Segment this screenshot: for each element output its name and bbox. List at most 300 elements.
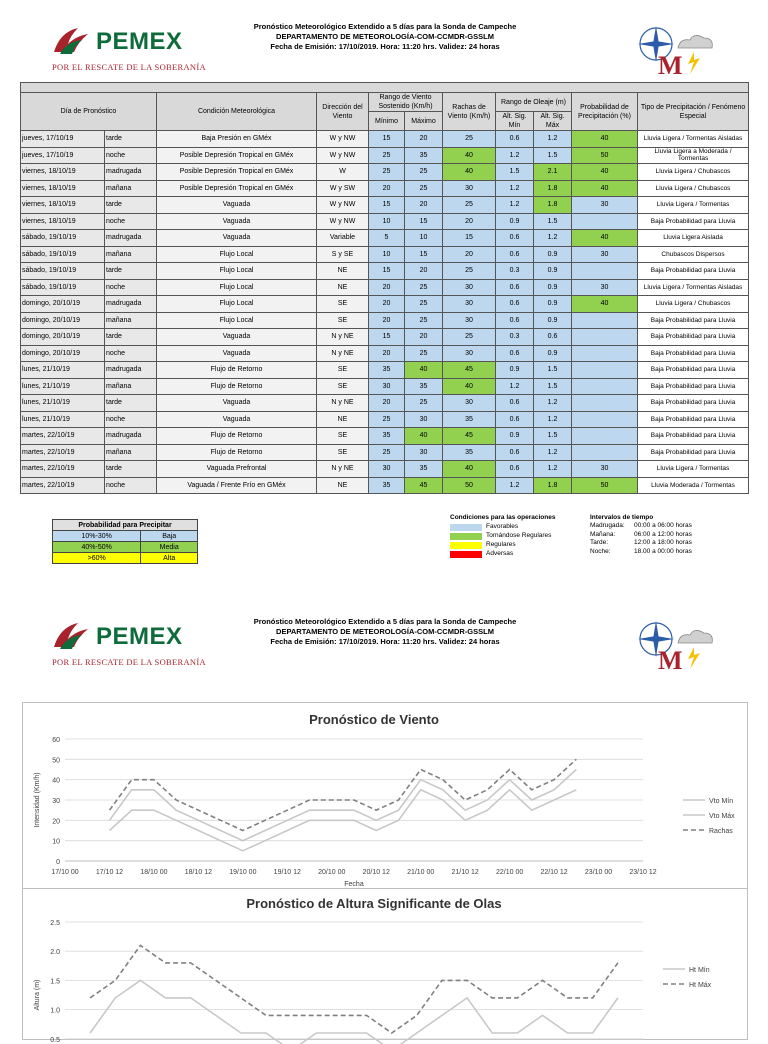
day-cell: domingo, 20/10/19	[21, 329, 105, 346]
wind-min-cell: 20	[369, 395, 405, 412]
ops-legend-item	[450, 523, 555, 532]
table-row	[21, 362, 749, 379]
wave-chart-frame	[22, 888, 748, 1040]
th-condition: Condición Meteorológica	[157, 93, 317, 131]
condition-cell: Vaguada	[157, 197, 317, 214]
ops-swatch	[450, 533, 482, 540]
interval-row	[590, 539, 692, 548]
series-line-1	[90, 980, 618, 1044]
wind-min-cell: 20	[369, 180, 405, 197]
table-row	[21, 279, 749, 296]
gust-cell: 40	[443, 164, 496, 181]
x-tick-label: 18/10 12	[185, 869, 212, 876]
wind-max-cell: 40	[405, 428, 443, 445]
gust-cell: 30	[443, 296, 496, 313]
th-prob: Probabilidad de Precipitación (%)	[572, 93, 638, 131]
wave-min-cell: 0.6	[496, 395, 534, 412]
ops-label: Adversas	[486, 550, 513, 557]
x-tick-label: 20/10 12	[363, 869, 390, 876]
direction-cell: Variable	[317, 230, 369, 247]
pemex-logo	[52, 617, 222, 669]
wave-min-cell: 0.3	[496, 329, 534, 346]
prob-cell	[572, 345, 638, 362]
svg-text:M: M	[658, 51, 683, 80]
th-wind-min: Mínimo	[369, 112, 405, 131]
table-row	[21, 230, 749, 247]
interval-row	[590, 548, 692, 557]
wind-max-cell: 25	[405, 164, 443, 181]
prob-cell: 30	[572, 279, 638, 296]
period-cell: mañana	[105, 444, 157, 461]
th-wind-max: Máximo	[405, 112, 443, 131]
precip-cell: Baja Probabilidad para Lluvia	[638, 329, 749, 346]
condition-cell: Vaguada	[157, 329, 317, 346]
pemex-slogan: POR EL RESCATE DE LA SOBERANÍA	[52, 657, 206, 667]
period-cell: noche	[105, 477, 157, 494]
wave-max-cell: 0.9	[534, 345, 572, 362]
table-top-bar	[21, 83, 749, 93]
condition-cell: Flujo Local	[157, 296, 317, 313]
condition-cell: Flujo Local	[157, 312, 317, 329]
direction-cell: W y NW	[317, 147, 369, 164]
day-cell: jueves, 17/10/19	[21, 147, 105, 164]
th-wave-range: Rango de Oleaje (m)	[496, 93, 572, 112]
precip-cell: Lluvia Ligera / Chubascos	[638, 164, 749, 181]
meteorology-logo-icon	[634, 18, 716, 78]
wind-min-cell: 25	[369, 444, 405, 461]
wind-min-cell: 15	[369, 131, 405, 148]
y-tick-label: 1.0	[50, 1008, 60, 1015]
prob-cell: 40	[572, 296, 638, 313]
day-cell: martes, 22/10/19	[21, 461, 105, 478]
period-cell: madrugada	[105, 428, 157, 445]
interval-value: 00:00 a 06:00 horas	[634, 522, 692, 529]
wave-min-cell: 0.6	[496, 131, 534, 148]
wind-min-cell: 20	[369, 279, 405, 296]
x-tick-label: 19/10 00	[229, 869, 256, 876]
period-cell: mañana	[105, 312, 157, 329]
day-cell: sábado, 19/10/19	[21, 263, 105, 280]
th-day: Día de Pronóstico	[21, 93, 157, 131]
condition-cell: Flujo de Retorno	[157, 444, 317, 461]
prob-cell: 30	[572, 197, 638, 214]
gust-cell: 25	[443, 329, 496, 346]
wave-max-cell: 0.6	[534, 329, 572, 346]
gust-cell: 30	[443, 279, 496, 296]
table-row	[21, 263, 749, 280]
condition-cell: Vaguada	[157, 213, 317, 230]
prob-cell	[572, 263, 638, 280]
wave-max-cell: 1.5	[534, 147, 572, 164]
wind-max-cell: 20	[405, 197, 443, 214]
x-tick-label: 22/10 00	[496, 869, 523, 876]
wave-min-cell: 0.6	[496, 230, 534, 247]
wave-min-cell: 0.6	[496, 461, 534, 478]
ops-legend-item	[450, 550, 555, 559]
prob-cell: 40	[572, 230, 638, 247]
wave-min-cell: 0.6	[496, 444, 534, 461]
wind-min-cell: 30	[369, 461, 405, 478]
prob-cell: 40	[572, 131, 638, 148]
wave-max-cell: 1.5	[534, 378, 572, 395]
wind-min-cell: 30	[369, 378, 405, 395]
precip-cell: Baja Probabilidad para Lluvia	[638, 263, 749, 280]
wave-max-cell: 1.8	[534, 197, 572, 214]
day-cell: jueves, 17/10/19	[21, 131, 105, 148]
pemex-wordmark: PEMEX	[96, 28, 183, 56]
wave-min-cell: 1.5	[496, 164, 534, 181]
prob-cell	[572, 213, 638, 230]
gust-cell: 30	[443, 312, 496, 329]
y-tick-label: 0.5	[50, 1037, 60, 1044]
chart-title: Pronóstico de Altura Significante de Olas	[246, 896, 501, 911]
wind-min-cell: 25	[369, 164, 405, 181]
wave-max-cell: 1.5	[534, 213, 572, 230]
condition-cell: Posible Depresión Tropical en GMéx	[157, 164, 317, 181]
period-cell: noche	[105, 213, 157, 230]
condition-cell: Vaguada Prefrontal	[157, 461, 317, 478]
direction-cell: SE	[317, 428, 369, 445]
period-cell: tarde	[105, 197, 157, 214]
x-tick-label: 22/10 12	[540, 869, 567, 876]
wave-min-cell: 1.2	[496, 477, 534, 494]
wind-min-cell: 10	[369, 246, 405, 263]
table-row	[21, 378, 749, 395]
wind-max-cell: 20	[405, 329, 443, 346]
direction-cell: N y NE	[317, 329, 369, 346]
table-row	[21, 444, 749, 461]
day-cell: viernes, 18/10/19	[21, 213, 105, 230]
direction-cell: N y NE	[317, 345, 369, 362]
wind-chart	[23, 703, 747, 889]
day-cell: lunes, 21/10/19	[21, 395, 105, 412]
gust-cell: 30	[443, 395, 496, 412]
x-tick-label: 17/10 12	[96, 869, 123, 876]
x-tick-label: 21/10 12	[452, 869, 479, 876]
period-cell: noche	[105, 411, 157, 428]
legend-label: Vto Mín	[709, 798, 733, 805]
wave-max-cell: 2.1	[534, 164, 572, 181]
wave-chart	[23, 889, 747, 1039]
th-wave-max: Alt. Sig. Máx	[534, 112, 572, 131]
day-cell: domingo, 20/10/19	[21, 296, 105, 313]
wave-min-cell: 0.6	[496, 246, 534, 263]
wind-min-cell: 20	[369, 312, 405, 329]
day-cell: martes, 22/10/19	[21, 477, 105, 494]
day-cell: martes, 22/10/19	[21, 428, 105, 445]
prob-cell	[572, 428, 638, 445]
intervals-title: Intervalos de tiempo	[590, 514, 692, 521]
wave-min-cell: 1.2	[496, 180, 534, 197]
day-cell: lunes, 21/10/19	[21, 362, 105, 379]
period-cell: tarde	[105, 461, 157, 478]
pemex-slogan: POR EL RESCATE DE LA SOBERANÍA	[52, 62, 206, 72]
direction-cell: W y SW	[317, 180, 369, 197]
legend-range: >60%	[53, 553, 141, 564]
wave-min-cell: 0.3	[496, 263, 534, 280]
gust-cell: 25	[443, 131, 496, 148]
legend-label: Vto Máx	[709, 813, 735, 820]
ops-swatch	[450, 542, 482, 549]
wind-max-cell: 30	[405, 444, 443, 461]
precip-cell: Baja Probabilidad para Lluvia	[638, 378, 749, 395]
prob-cell: 50	[572, 477, 638, 494]
gust-cell: 30	[443, 180, 496, 197]
gust-cell: 45	[443, 362, 496, 379]
condition-cell: Vaguada / Frente Frío en GMéx	[157, 477, 317, 494]
wind-chart-frame	[22, 702, 748, 890]
wave-max-cell: 1.2	[534, 230, 572, 247]
gust-cell: 25	[443, 197, 496, 214]
wind-max-cell: 40	[405, 362, 443, 379]
direction-cell: SE	[317, 296, 369, 313]
y-tick-label: 20	[52, 818, 60, 825]
day-cell: sábado, 19/10/19	[21, 230, 105, 247]
x-tick-label: 17/10 00	[51, 869, 78, 876]
interval-key: Madrugada:	[590, 522, 634, 529]
gust-cell: 40	[443, 461, 496, 478]
wind-max-cell: 45	[405, 477, 443, 494]
day-cell: viernes, 18/10/19	[21, 197, 105, 214]
table-row	[21, 461, 749, 478]
prob-cell	[572, 378, 638, 395]
ops-legend-item	[450, 541, 555, 550]
wind-min-cell: 35	[369, 477, 405, 494]
precip-cell: Baja Probabilidad para Lluvia	[638, 444, 749, 461]
y-axis-label: Altura (m)	[34, 980, 41, 1011]
direction-cell: NE	[317, 477, 369, 494]
direction-cell: W	[317, 164, 369, 181]
prob-cell	[572, 444, 638, 461]
x-tick-label: 21/10 00	[407, 869, 434, 876]
prob-cell	[572, 411, 638, 428]
direction-cell: N y NE	[317, 395, 369, 412]
wave-min-cell: 0.6	[496, 296, 534, 313]
day-cell: domingo, 20/10/19	[21, 345, 105, 362]
wave-max-cell: 1.2	[534, 411, 572, 428]
gust-cell: 20	[443, 213, 496, 230]
wave-min-cell: 0.6	[496, 312, 534, 329]
day-cell: martes, 22/10/19	[21, 444, 105, 461]
condition-cell: Flujo Local	[157, 263, 317, 280]
prob-cell: 40	[572, 164, 638, 181]
y-tick-label: 50	[52, 757, 60, 764]
interval-value: 12:00 a 18:00 horas	[634, 539, 692, 546]
prob-cell: 40	[572, 180, 638, 197]
emission-info: Fecha de Emisión: 17/10/2019. Hora: 11:20 hrs. Validez: 24 horas	[200, 637, 570, 647]
direction-cell: NE	[317, 279, 369, 296]
period-cell: noche	[105, 147, 157, 164]
wind-max-cell: 15	[405, 246, 443, 263]
forecast-table-body	[21, 131, 749, 494]
gust-cell: 35	[443, 444, 496, 461]
wind-max-cell: 25	[405, 345, 443, 362]
ops-label: Regulares	[486, 541, 516, 548]
meteorology-logo-icon	[634, 613, 716, 673]
pemex-eagle-icon	[52, 617, 92, 653]
wind-max-cell: 35	[405, 461, 443, 478]
prob-cell	[572, 329, 638, 346]
wave-min-cell: 0.6	[496, 279, 534, 296]
gust-cell: 40	[443, 378, 496, 395]
gust-cell: 50	[443, 477, 496, 494]
forecast-table	[20, 82, 749, 494]
ops-label: Favorables	[486, 523, 518, 530]
y-tick-label: 0	[56, 859, 60, 866]
wave-min-cell: 1.2	[496, 197, 534, 214]
wave-min-cell: 1.2	[496, 147, 534, 164]
period-cell: madrugada	[105, 230, 157, 247]
page-title: Pronóstico Meteorológico Extendido a 5 días para la Sonda de Campeche	[200, 22, 570, 32]
precip-cell: Lluvia Ligera / Chubascos	[638, 180, 749, 197]
table-row	[21, 345, 749, 362]
day-cell: sábado, 19/10/19	[21, 246, 105, 263]
wave-max-cell: 1.2	[534, 395, 572, 412]
ops-swatch	[450, 524, 482, 531]
table-row	[21, 411, 749, 428]
day-cell: lunes, 21/10/19	[21, 378, 105, 395]
emission-info: Fecha de Emisión: 17/10/2019. Hora: 11:20 hrs. Validez: 24 horas	[200, 42, 570, 52]
day-cell: viernes, 18/10/19	[21, 164, 105, 181]
period-cell: madrugada	[105, 296, 157, 313]
period-cell: madrugada	[105, 164, 157, 181]
period-cell: noche	[105, 345, 157, 362]
direction-cell: SE	[317, 444, 369, 461]
header-text	[200, 617, 570, 647]
interval-row	[590, 531, 692, 540]
x-tick-label: 23/10 00	[585, 869, 612, 876]
precip-cell: Lluvia Ligera / Chubascos	[638, 296, 749, 313]
pemex-wordmark: PEMEX	[96, 623, 183, 651]
day-cell: domingo, 20/10/19	[21, 312, 105, 329]
condition-cell: Vaguada	[157, 411, 317, 428]
wind-min-cell: 20	[369, 296, 405, 313]
direction-cell: SE	[317, 378, 369, 395]
th-precip: Tipo de Precipitación / Fenómeno Especial	[638, 93, 749, 131]
gust-cell: 30	[443, 345, 496, 362]
precip-cell: Baja Probabilidad para Lluvia	[638, 213, 749, 230]
x-tick-label: 20/10 00	[318, 869, 345, 876]
wind-min-cell: 25	[369, 147, 405, 164]
x-tick-label: 23/10 12	[629, 869, 656, 876]
wind-max-cell: 25	[405, 395, 443, 412]
prob-cell: 50	[572, 147, 638, 164]
wind-min-cell: 15	[369, 329, 405, 346]
gust-cell: 40	[443, 147, 496, 164]
wind-min-cell: 15	[369, 197, 405, 214]
y-tick-label: 60	[52, 737, 60, 744]
direction-cell: NE	[317, 263, 369, 280]
period-cell: tarde	[105, 131, 157, 148]
wind-max-cell: 15	[405, 213, 443, 230]
wave-max-cell: 1.8	[534, 180, 572, 197]
operations-legend	[450, 514, 555, 559]
wind-max-cell: 25	[405, 180, 443, 197]
condition-cell: Vaguada	[157, 230, 317, 247]
wave-max-cell: 1.2	[534, 444, 572, 461]
wind-max-cell: 25	[405, 296, 443, 313]
precip-cell: Baja Probabilidad para Lluvia	[638, 428, 749, 445]
series-line-2	[90, 945, 618, 1033]
wave-min-cell: 1.2	[496, 378, 534, 395]
legend-label: Ht Mín	[689, 967, 710, 974]
wave-min-cell: 0.6	[496, 411, 534, 428]
ops-legend-title: Condiciones para las operaciones	[450, 514, 555, 521]
wind-max-cell: 20	[405, 131, 443, 148]
precip-cell: Lluvia Ligera a Moderada / Tormentas	[638, 147, 749, 164]
ops-label: Tornándose Regulares	[486, 532, 551, 539]
table-row	[21, 312, 749, 329]
interval-key: Mañana:	[590, 531, 634, 538]
wind-max-cell: 30	[405, 411, 443, 428]
condition-cell: Flujo Local	[157, 246, 317, 263]
legend-label: Alta	[141, 553, 198, 564]
gust-cell: 45	[443, 428, 496, 445]
page-title: Pronóstico Meteorológico Extendido a 5 días para la Sonda de Campeche	[200, 617, 570, 627]
ops-legend-item	[450, 532, 555, 541]
legend-label: Media	[141, 542, 198, 553]
wind-min-cell: 20	[369, 345, 405, 362]
prob-cell: 30	[572, 461, 638, 478]
direction-cell: NE	[317, 411, 369, 428]
direction-cell: W y NW	[317, 131, 369, 148]
period-cell: madrugada	[105, 362, 157, 379]
svg-text:M: M	[658, 646, 683, 675]
gust-cell: 35	[443, 411, 496, 428]
condition-cell: Vaguada	[157, 345, 317, 362]
wave-max-cell: 1.8	[534, 477, 572, 494]
prob-cell: 30	[572, 246, 638, 263]
period-cell: mañana	[105, 378, 157, 395]
legend-range: 40%-50%	[53, 542, 141, 553]
table-row	[21, 180, 749, 197]
wave-min-cell: 0.9	[496, 428, 534, 445]
legend-label: Baja	[141, 531, 198, 542]
header-second	[0, 595, 768, 675]
day-cell: viernes, 18/10/19	[21, 180, 105, 197]
precip-probability-legend	[52, 519, 198, 564]
table-row	[21, 477, 749, 494]
table-row	[21, 428, 749, 445]
direction-cell: W y NW	[317, 213, 369, 230]
th-gusts: Rachas de Viento (Km/h)	[443, 93, 496, 131]
y-tick-label: 2.0	[50, 949, 60, 956]
x-tick-label: 18/10 00	[140, 869, 167, 876]
pemex-eagle-icon	[52, 22, 92, 58]
wind-min-cell: 5	[369, 230, 405, 247]
wind-max-cell: 35	[405, 378, 443, 395]
precip-cell: Baja Probabilidad para Lluvia	[638, 395, 749, 412]
legend-range: 10%-30%	[53, 531, 141, 542]
wave-max-cell: 1.2	[534, 461, 572, 478]
condition-cell: Flujo de Retorno	[157, 378, 317, 395]
condition-cell: Baja Presión en GMéx	[157, 131, 317, 148]
period-cell: noche	[105, 279, 157, 296]
legend-title: Probabilidad para Precipitar	[53, 520, 198, 531]
wave-max-cell: 0.9	[534, 246, 572, 263]
th-direction: Dirección del Viento	[317, 93, 369, 131]
table-row	[21, 147, 749, 164]
table-row	[21, 246, 749, 263]
condition-cell: Flujo de Retorno	[157, 428, 317, 445]
interval-value: 18.00 a 00:00 horas	[634, 548, 692, 555]
series-line-2	[110, 770, 577, 841]
prob-cell	[572, 395, 638, 412]
wind-min-cell: 35	[369, 428, 405, 445]
y-axis-label: Intensidad (Km/h)	[34, 772, 41, 827]
wind-min-cell: 10	[369, 213, 405, 230]
wave-min-cell: 0.9	[496, 213, 534, 230]
